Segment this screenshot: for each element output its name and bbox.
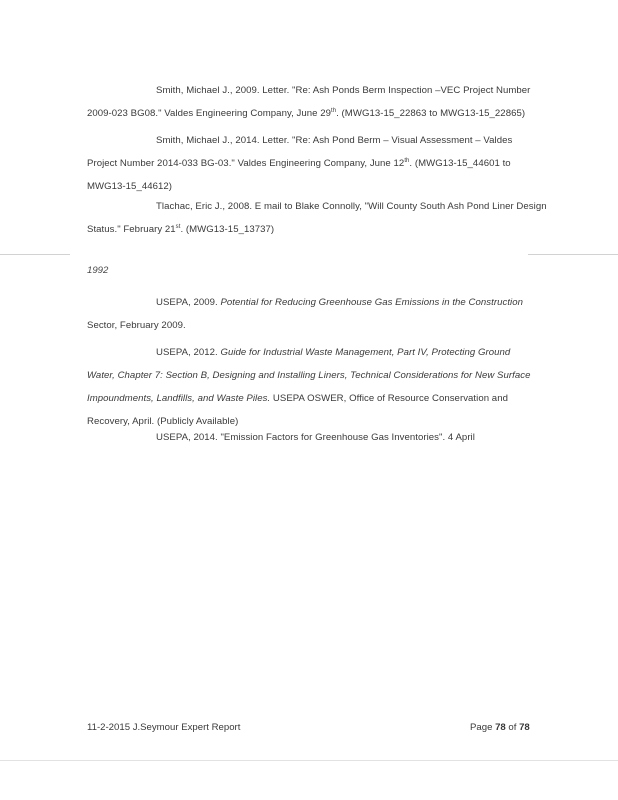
reference-tlachac-2008 xyxy=(87,195,547,241)
reference-line: Water, Chapter 7: Section B, Designing and Installing Liners, Technical Considerations for New Surface xyxy=(87,370,531,381)
reference-line: Smith, Michael J., 2014. Letter. "Re: Ash Pond Berm – Visual Assessment – Valdes xyxy=(156,135,513,146)
reference-line: USEPA, 2012. Guide for Industrial Waste Management, Part IV, Protecting Ground xyxy=(156,347,511,358)
reference-line: Smith, Michael J., 2009. Letter. "Re: Ash Ponds Berm Inspection –VEC Project Number xyxy=(156,85,531,96)
reference-line: Sector, February 2009. xyxy=(87,320,186,331)
reference-usepa-2012 xyxy=(87,341,537,433)
reference-usepa-2009 xyxy=(87,291,537,337)
reference-line: Project Number 2014-033 BG-03." Valdes Engineering Company, June 12th. (MWG13-15_44601 to xyxy=(87,157,511,169)
reference-line: Status." February 21st. (MWG13-15_13737) xyxy=(87,223,275,235)
reference-smith-2009 xyxy=(87,79,537,125)
reference-line: USEPA, 2009. Potential for Reducing Greenhouse Gas Emissions in the Construction xyxy=(156,297,523,308)
reference-line: Recovery, April. (Publicly Available) xyxy=(87,416,239,427)
year-label: 1992 xyxy=(87,265,109,276)
reference-line: Impoundments, Landfills, and Waste Piles. USEPA OSWER, Office of Resource Conservation and xyxy=(87,393,508,404)
footer-page-number: Page 78 of 78 xyxy=(470,722,530,733)
reference-usepa-2014 xyxy=(87,426,537,449)
reference-line: Tlachac, Eric J., 2008. E mail to Blake Connolly, "Will County South Ash Pond Liner Design xyxy=(156,201,547,212)
reference-smith-2014 xyxy=(87,129,537,198)
reference-line: MWG13-15_44612) xyxy=(87,181,173,192)
bottom-rule xyxy=(0,760,618,761)
footer-report-title: 11-2-2015 J.Seymour Expert Report xyxy=(87,722,241,733)
reference-line: 2009-023 BG08." Valdes Engineering Company, June 29th. (MWG13-15_22863 to MWG13-15_22865) xyxy=(87,107,526,119)
reference-line: USEPA, 2014. "Emission Factors for Greenhouse Gas Inventories". 4 April xyxy=(156,432,475,443)
page-break-rule-left xyxy=(0,254,70,255)
page-break-rule-right xyxy=(528,254,618,255)
